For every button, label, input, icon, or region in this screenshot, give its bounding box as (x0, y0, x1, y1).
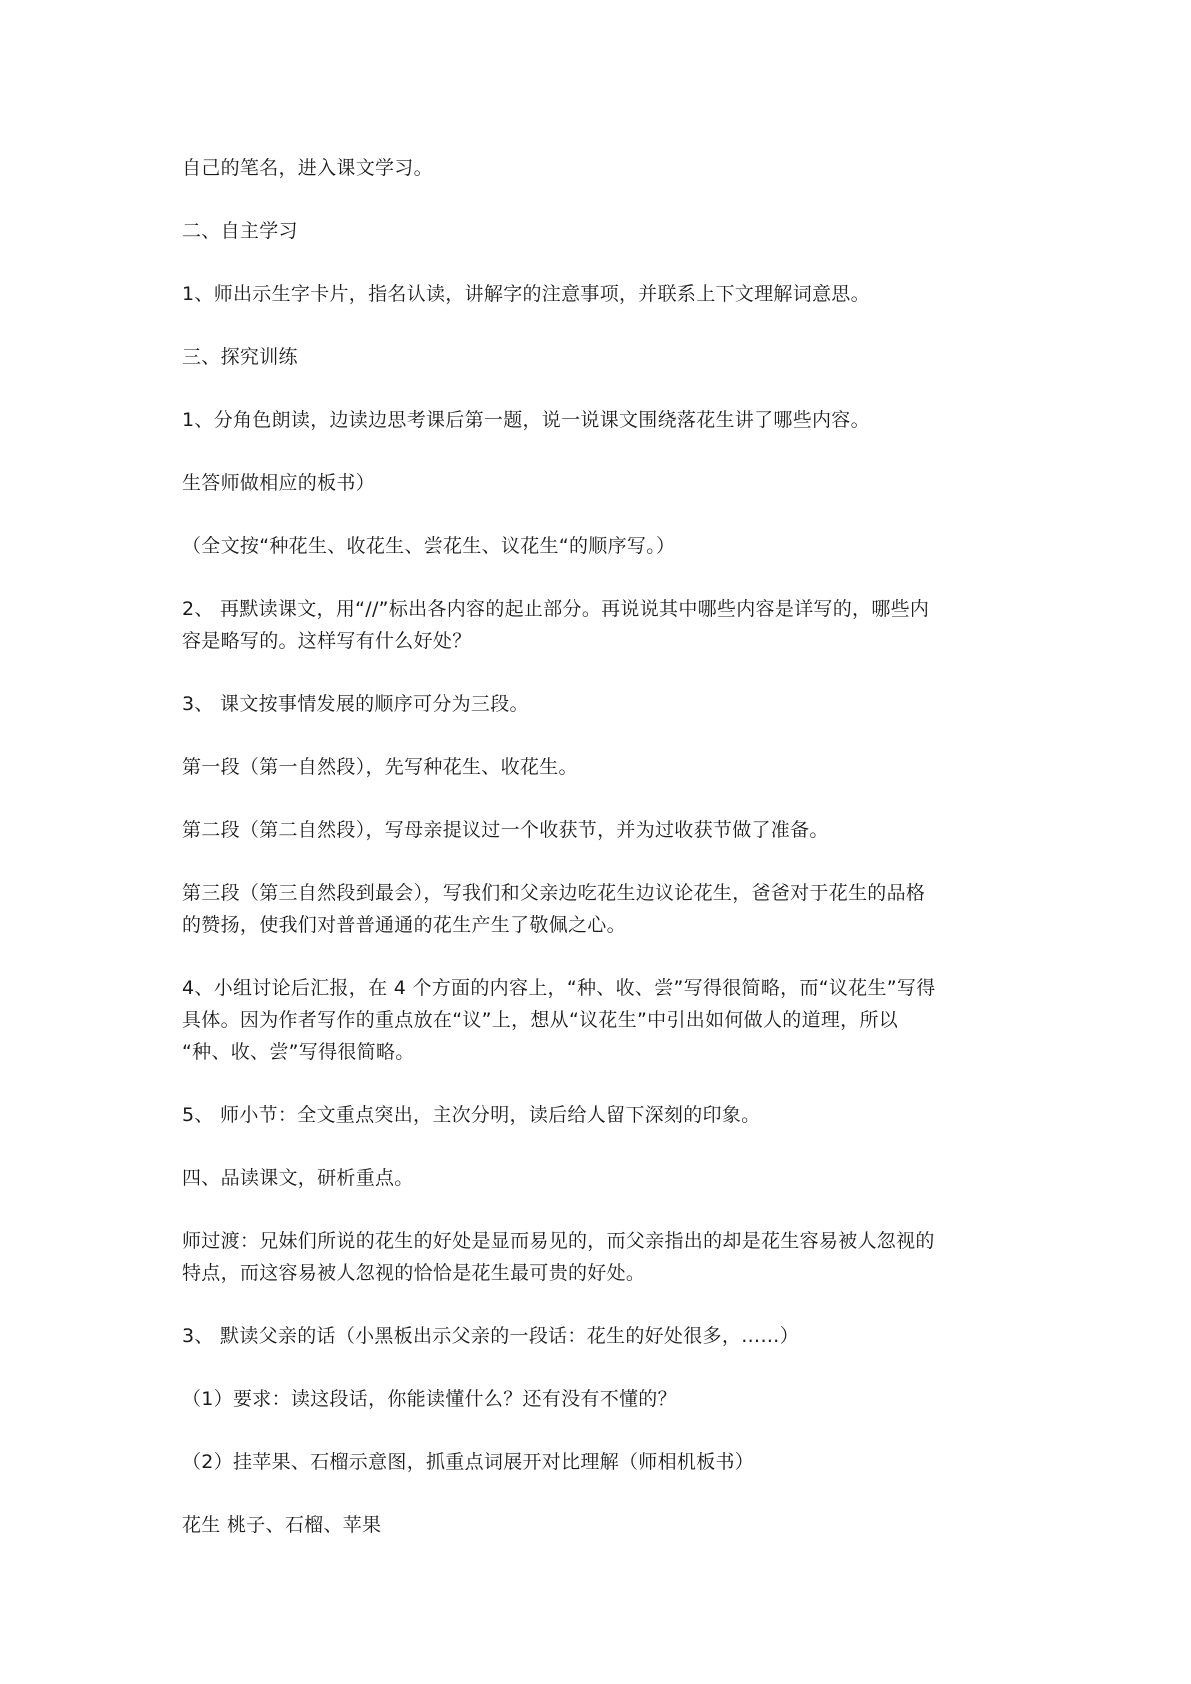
paragraph (182, 1099, 1022, 1131)
text-line: 5、 师小节：全文重点突出，主次分明，读后给人留下深刻的印象。 (182, 1104, 761, 1126)
paragraph (182, 278, 1022, 310)
paragraph (182, 1225, 1022, 1289)
text-line: 2、 再默读课文，用“//”标出各内容的起止部分。再说说其中哪些内容是详写的，哪些内 (182, 598, 930, 620)
paragraph (182, 751, 1022, 783)
paragraph (182, 972, 1022, 1068)
paragraph (182, 1383, 1022, 1415)
text-line: 四、品读课文，研析重点。 (182, 1167, 414, 1189)
document-body (182, 152, 1022, 1572)
text-line: 具体。因为作者写作的重点放在“议”上，想从“议花生”中引出如何做人的道理，所以 (182, 1009, 899, 1031)
text-line: “种、收、尝”写得很简略。 (182, 1041, 415, 1063)
paragraph (182, 530, 1022, 562)
paragraph (182, 152, 1022, 184)
text-line: 特点，而这容易被人忽视的恰恰是花生最可贵的好处。 (182, 1262, 646, 1284)
text-line: 第二段（第二自然段），写母亲提议过一个收获节，并为过收获节做了准备。 (182, 819, 829, 841)
text-line: 生答师做相应的板书） (182, 472, 376, 494)
text-line: 3、 默读父亲的话（小黑板出示父亲的一段话：花生的好处很多，……） (182, 1325, 800, 1347)
text-line: 的赞扬，使我们对普普通通的花生产生了敬佩之心。 (182, 914, 626, 936)
text-line: （1）要求：读这段话，你能读懂什么？还有没有不懂的？ (182, 1388, 677, 1410)
paragraph (182, 1509, 1022, 1541)
text-line: 容是略写的。这样写有什么好处？ (182, 630, 472, 652)
paragraph (182, 814, 1022, 846)
text-line: 4、小组讨论后汇报，在 4 个方面的内容上，“种、收、尝”写得很简略，而“议花生”写得 (182, 977, 936, 999)
section-heading (182, 1162, 1022, 1194)
text-line: 师过渡：兄妹们所说的花生的好处是显而易见的，而父亲指出的却是花生容易被人忽视的 (182, 1230, 935, 1252)
paragraph (182, 877, 1022, 941)
paragraph (182, 404, 1022, 436)
text-line: 1、师出示生字卡片，指名认读，讲解字的注意事项，并联系上下文理解词意思。 (182, 283, 870, 305)
paragraph (182, 593, 1022, 657)
text-line: 三、探究训练 (182, 346, 298, 368)
text-line: 3、 课文按事情发展的顺序可分为三段。 (182, 693, 529, 715)
paragraph (182, 467, 1022, 499)
text-line: 1、分角色朗读，边读边思考课后第一题，说一说课文围绕落花生讲了哪些内容。 (182, 409, 870, 431)
section-heading (182, 341, 1022, 373)
paragraph (182, 688, 1022, 720)
text-line: 自己的笔名，进入课文学习。 (182, 157, 433, 179)
paragraph (182, 1446, 1022, 1478)
text-line: （全文按“种花生、收花生、尝花生、议花生“的顺序写。） (182, 535, 676, 557)
text-line: 第一段（第一自然段），先写种花生、收花生。 (182, 756, 578, 778)
text-line: 二、自主学习 (182, 220, 298, 242)
section-heading (182, 215, 1022, 247)
text-line: 花生 桃子、石榴、苹果 (182, 1514, 382, 1536)
text-line: 第三段（第三自然段到最会），写我们和父亲边吃花生边议论花生，爸爸对于花生的品格 (182, 882, 926, 904)
paragraph (182, 1320, 1022, 1352)
text-line: （2）挂苹果、石榴示意图，抓重点词展开对比理解（师相机板书） (182, 1451, 755, 1473)
